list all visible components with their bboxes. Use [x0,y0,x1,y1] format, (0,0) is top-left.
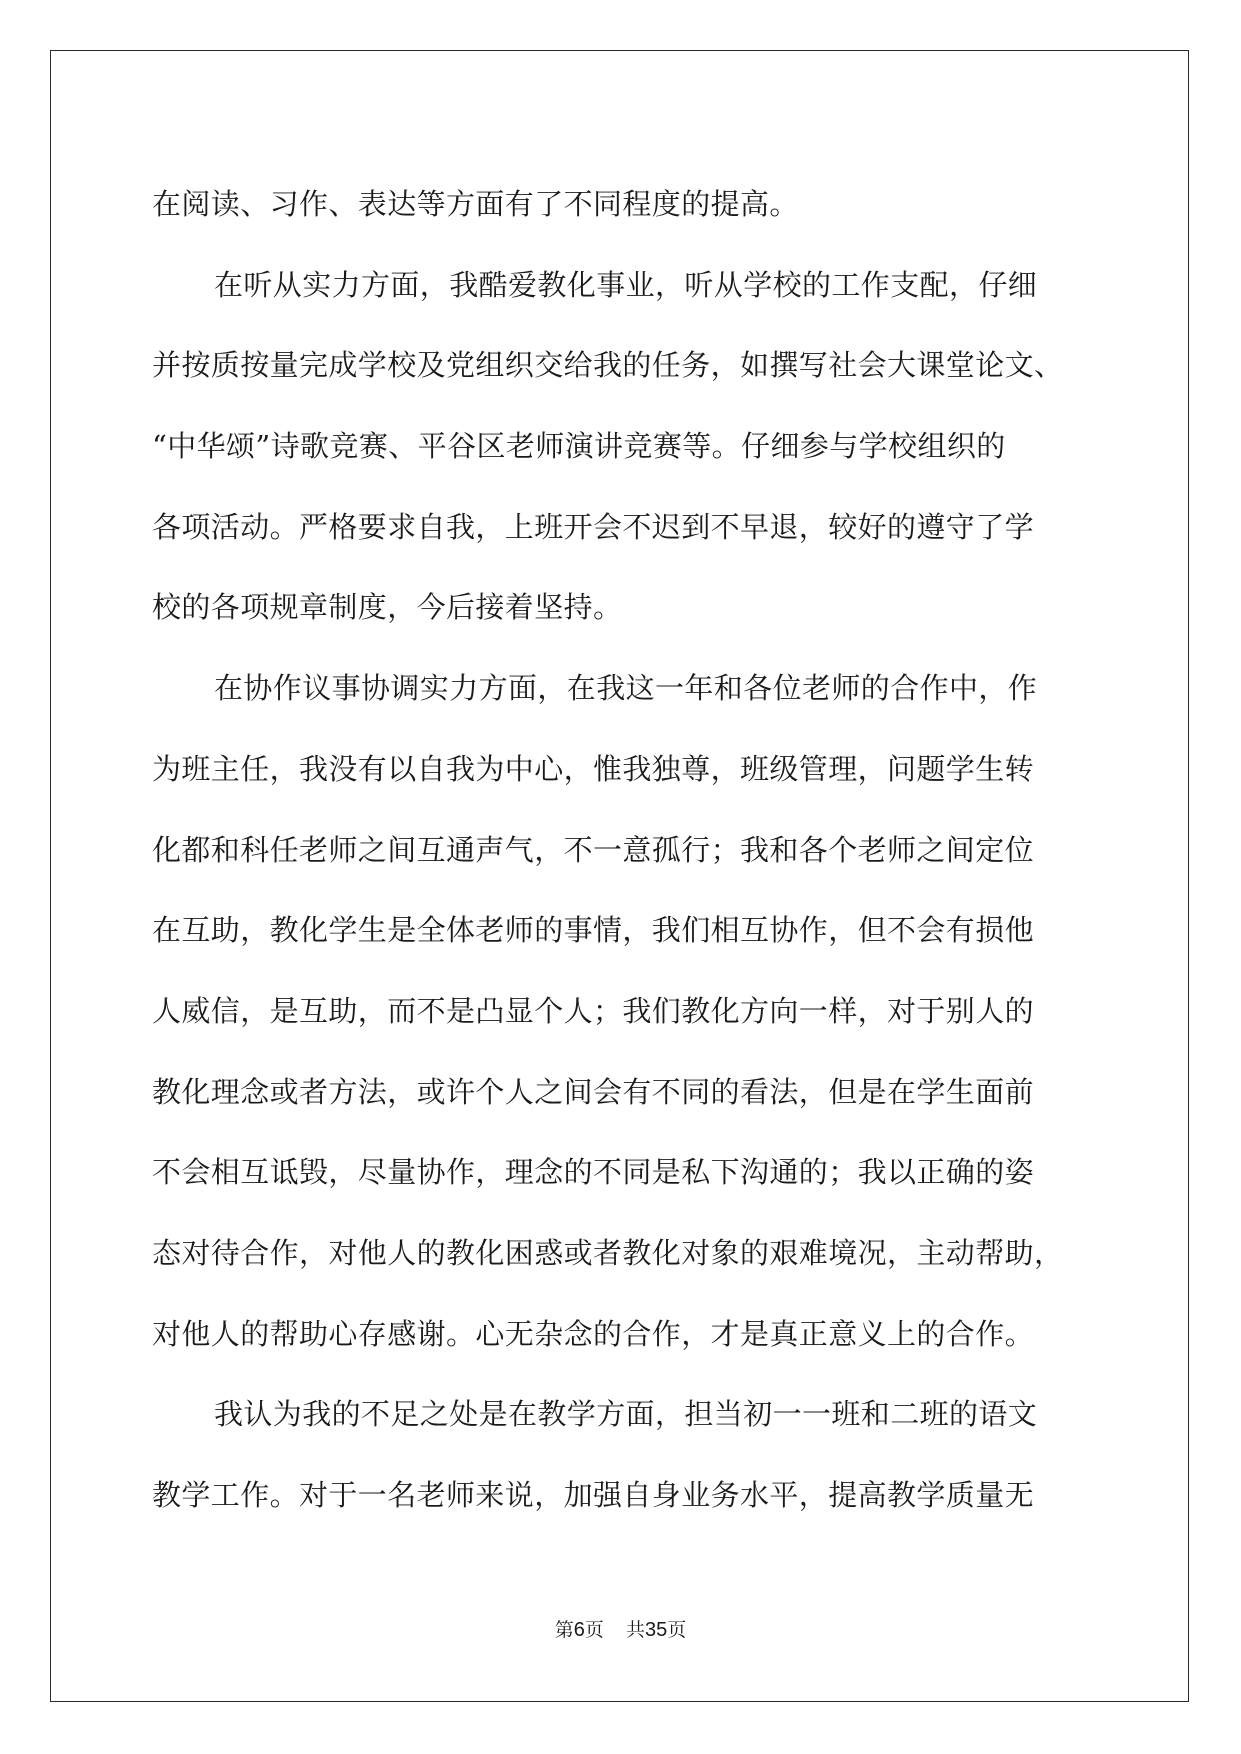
text-line: 教化理念或者方法，或许个人之间会有不同的看法，但是在学生面前 [152,1074,1035,1109]
text-line: 在协作议事协调实力方面，在我这一年和各位老师的合作中，作 [214,671,1038,706]
total-suffix: 页 [667,1619,687,1641]
text-line: 各项活动。严格要求自我，上班开会不迟到不早退，较好的遵守了学 [152,509,1035,544]
text-line: 在互助，教化学生是全体老师的事情，我们相互协作，但不会有损他 [152,913,1035,948]
total-pages: 35 [644,1619,668,1641]
text-line: 在听从实力方面，我酷爱教化事业，听从学校的工作支配，仔细 [214,267,1038,302]
text-line: 人威信，是互助，而不是凸显个人；我们教化方向一样，对于别人的 [152,993,1035,1028]
text-line: 化都和科任老师之间互通声气，不一意孤行；我和各个老师之间定位 [152,832,1035,867]
document-body [152,164,1087,1536]
text-line: 不会相互诋毁，尽量协作，理念的不同是私下沟通的；我以正确的姿 [152,1155,1035,1190]
text-line: 并按质按量完成学校及党组织交给我的任务，如撰写社会大课堂论文、 [152,348,1064,383]
page-prefix: 第 [554,1619,574,1641]
text-line: 对他人的帮助心存感谢。心无杂念的合作，才是真正意义上的合作。 [152,1316,1035,1351]
page-number: 6 [573,1619,585,1641]
text-line: “中华颂”诗歌竞赛、平谷区老师演讲竞赛等。仔细参与学校组织的 [152,429,1006,464]
total-prefix: 共 [625,1619,645,1641]
text-line: 我认为我的不足之处是在教学方面，担当初一一班和二班的语文 [214,1397,1038,1432]
page-footer [0,1618,1241,1642]
text-line: 在阅读、习作、表达等方面有了不同程度的提高。 [152,187,799,221]
page-suffix: 页 [584,1619,604,1641]
text-line: 教学工作。对于一名老师来说，加强自身业务水平，提高教学质量无 [152,1478,1035,1512]
text-line: 校的各项规章制度，今后接着坚持。 [152,590,623,625]
text-line: 为班主任，我没有以自我为中心，惟我独尊，班级管理，问题学生转 [152,751,1035,786]
text-line: 态对待合作，对他人的教化困惑或者教化对象的艰难境况，主动帮助， [152,1235,1064,1270]
